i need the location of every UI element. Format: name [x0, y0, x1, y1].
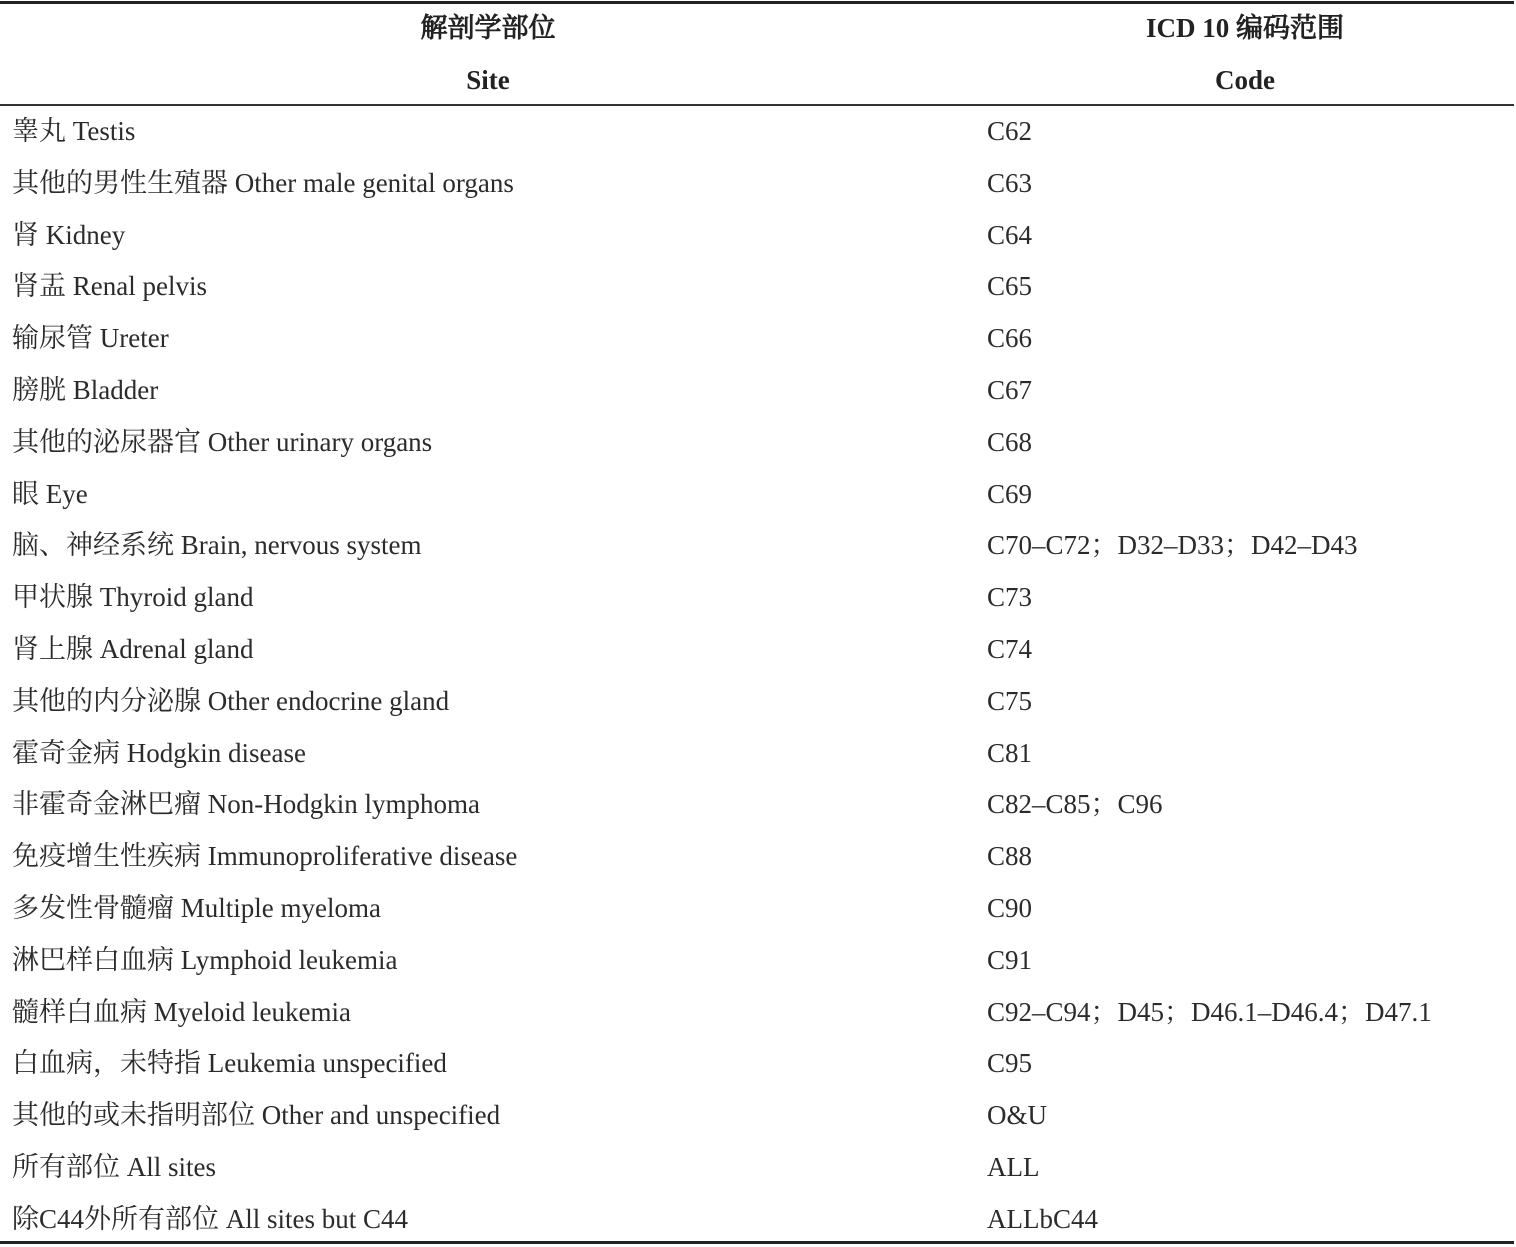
table-row	[0, 210, 1514, 262]
table-row	[0, 158, 1514, 210]
site-cell: 其他的男性生殖器 Other male genital organs	[12, 167, 514, 198]
code-cell: C75	[987, 685, 1033, 716]
code-cell: C92–C94；D45；D46.1–D46.4；D47.1	[987, 996, 1432, 1027]
table-row	[0, 1194, 1514, 1246]
code-cell: C62	[987, 116, 1033, 146]
site-cell: 输尿管 Ureter	[12, 323, 169, 354]
header-code-en: Code	[1215, 65, 1275, 95]
table-row	[0, 572, 1514, 624]
table-body	[0, 106, 1514, 1246]
table-row	[0, 261, 1514, 313]
code-cell: C69	[987, 478, 1033, 509]
site-cell: 髓样白血病 Myeloid leukemia	[12, 996, 351, 1027]
table-row	[0, 728, 1514, 780]
code-cell: C66	[987, 323, 1033, 354]
site-cell: 其他的内分泌腺 Other endocrine gland	[12, 685, 450, 716]
table-row	[0, 935, 1514, 987]
code-cell: C81	[987, 737, 1033, 768]
code-cell: C90	[987, 892, 1033, 923]
code-cell: C63	[987, 167, 1033, 198]
header-site	[0, 2, 976, 106]
site-cell: 其他的泌尿器官 Other urinary organs	[12, 426, 433, 457]
code-cell: C88	[987, 841, 1033, 872]
code-cell: C74	[987, 633, 1033, 664]
table-row	[0, 1142, 1514, 1194]
site-cell: 免疫增生性疾病 Immunoproliferative disease	[12, 841, 518, 872]
code-cell: C68	[987, 426, 1033, 457]
header-site-zh: 解剖学部位	[420, 13, 556, 43]
code-cell: ALL	[987, 1151, 1040, 1182]
table-row	[0, 831, 1514, 883]
table-row	[0, 365, 1514, 417]
table-row	[0, 883, 1514, 935]
site-cell: 脑、神经系统 Brain, nervous system	[12, 530, 422, 561]
table-row	[0, 313, 1514, 365]
table-row	[0, 469, 1514, 521]
site-cell: 所有部位 All sites	[12, 1151, 217, 1182]
table-row	[0, 624, 1514, 676]
table-row	[0, 1090, 1514, 1142]
code-cell: C91	[987, 944, 1033, 975]
site-cell: 白血病，未特指 Leukemia unspecified	[12, 1048, 447, 1079]
code-cell: C64	[987, 219, 1033, 250]
site-cell: 甲状腺 Thyroid gland	[12, 582, 254, 613]
code-cell: C95	[987, 1048, 1033, 1079]
site-cell: 膀胱 Bladder	[12, 374, 159, 405]
code-cell: C73	[987, 582, 1033, 613]
site-cell: 非霍奇金淋巴瘤 Non-Hodgkin lymphoma	[12, 789, 480, 820]
site-cell: 霍奇金病 Hodgkin disease	[12, 737, 306, 768]
site-cell: 眼 Eye	[12, 478, 88, 509]
table-row	[0, 417, 1514, 469]
header-code	[976, 2, 1514, 106]
table-row	[0, 1038, 1514, 1090]
site-cell: 淋巴样白血病 Lymphoid leukemia	[12, 944, 398, 975]
site-cell: 肾 Kidney	[12, 219, 126, 250]
code-cell: C65	[987, 271, 1033, 302]
site-cell: 其他的或未指明部位 Other and unspecified	[12, 1100, 501, 1131]
code-cell: C82–C85；C96	[987, 789, 1163, 820]
site-cell: 肾盂 Renal pelvis	[12, 271, 207, 302]
table-row	[0, 676, 1514, 728]
table-row	[0, 106, 1514, 158]
table-bottom-rule	[0, 1241, 1514, 1244]
table-row	[0, 987, 1514, 1039]
header-code-zh: ICD 10 编码范围	[1145, 13, 1344, 43]
site-cell: 睾丸 Testis	[12, 116, 136, 146]
code-cell: C67	[987, 374, 1033, 405]
site-cell: 肾上腺 Adrenal gland	[12, 633, 254, 664]
code-cell: O&U	[987, 1100, 1047, 1131]
site-cell: 多发性骨髓瘤 Multiple myeloma	[12, 892, 381, 923]
site-cell: 除C44外所有部位 All sites but C44	[12, 1203, 409, 1234]
table-row	[0, 520, 1514, 572]
table-row	[0, 779, 1514, 831]
code-cell: ALLbC44	[987, 1203, 1098, 1234]
header-site-en: Site	[466, 65, 510, 95]
code-cell: C70–C72；D32–D33；D42–D43	[987, 530, 1358, 561]
